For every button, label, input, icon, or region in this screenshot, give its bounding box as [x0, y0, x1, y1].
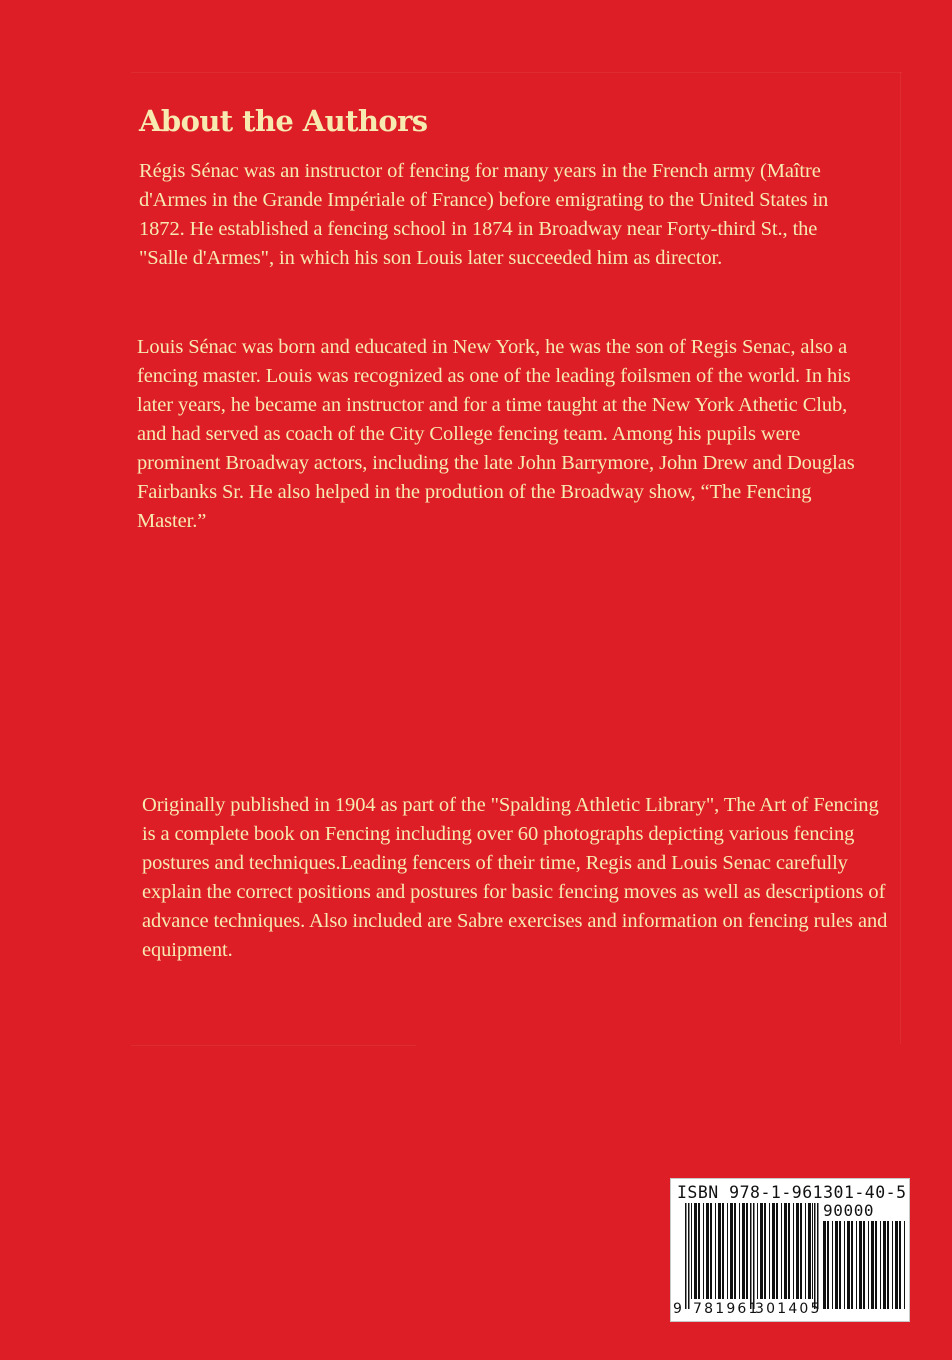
barcode-right-digits: 301405: [755, 1301, 822, 1317]
frame-line-top: [131, 72, 902, 73]
barcode-first-digit: 9: [673, 1301, 682, 1317]
price-code: 90000: [823, 1201, 875, 1220]
about-authors-heading: About the Authors: [139, 104, 428, 138]
isbn-barcode: [670, 1178, 910, 1322]
isbn-label: ISBN 978-1-961301-40-5: [677, 1183, 907, 1202]
louis-senac-bio: Louis Sénac was born and educated in New York, he was the son of Regis Senac, also a fencing master. Louis was recognized as one of the leading foilsmen of the world. In his later years, he became an instructor and for a time taught at the New York Athetic Club, and had served as coach of the City College fencing team. Among his pupils were prominent Broadway actors, including the late John Barrymore, John Drew and Douglas Fairbanks Sr. He also helped in the prodution of the Broadway show, “The Fencing Master.”: [137, 336, 855, 532]
regis-senac-bio: Régis Sénac was an instructor of fencing for many years in the French army (Maître d'Armes in the Grande Impériale of France) before emigrating to the United States in 1872. He established a fencing school in 1874 in Broadway near Forty-third St., the "Salle d'Armes", in which his son Louis later succeeded him as director.: [139, 160, 829, 269]
book-description: Originally published in 1904 as part of the "Spalding Athletic Library", The Art of Fencing is a complete book on Fencing including over 60 photographs depicting various fencing postures and techniques.Leading fencers of their time, Regis and Louis Senac carefully explain the correct positions and postures for basic fencing moves as well as descriptions of advance techniques. Also included are Sabre exercises and information on fencing rules and equipment.: [142, 794, 888, 961]
barcode-left-digits: 781961: [693, 1301, 760, 1317]
frame-line-right: [900, 72, 901, 1044]
frame-line-bottom: [131, 1045, 416, 1046]
